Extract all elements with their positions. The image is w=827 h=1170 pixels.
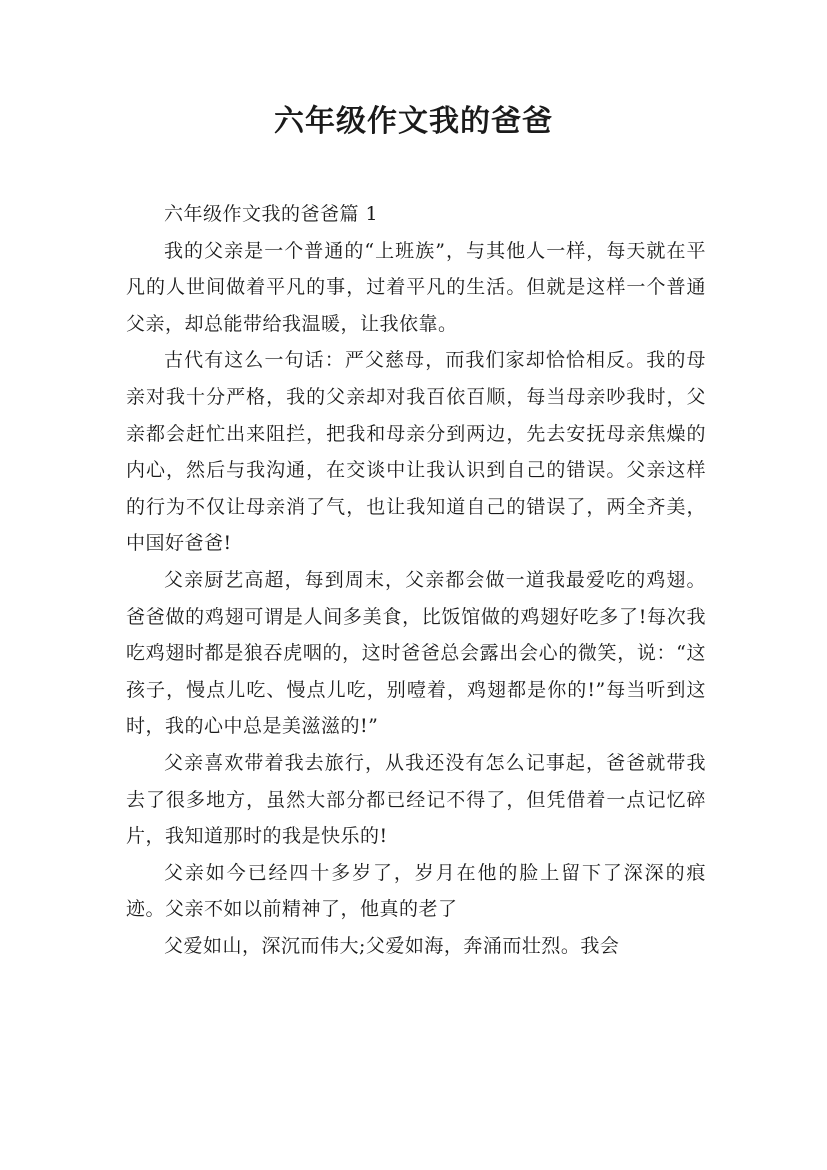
section-heading: 六年级作文我的爸爸篇 1 [164, 203, 379, 225]
paragraph: 父亲喜欢带着我去旅行，从我还没有怎么记事起，爸爸就带我去了很多地方，虽然大部分都已经记不得了，但凭借着一点记忆碎片，我知道那时的我是快乐的! [126, 751, 706, 848]
paragraph: 古代有这么一句话：严父慈母，而我们家却恰恰相反。我的母亲对我十分严格，我的父亲却对我百依百顺，每当母亲吵我时，父亲都会赶忙出来阻拦，把我和母亲分到两边，先去安抚母亲焦燥的内心，然后与我沟通，在交谈中让我认识到自己的错误。父亲这样的行为不仅让母亲消了气，也让我知道自己的错误了，两全齐美，中国好爸爸! [126, 349, 706, 555]
document-body [126, 196, 706, 964]
paragraph: 父亲厨艺高超，每到周末，父亲都会做一道我最爱吃的鸡翅。爸爸做的鸡翅可谓是人间多美食，比饭馆做的鸡翅好吃多了!每次我吃鸡翅时都是狼吞虎咽的，这时爸爸总会露出会心的微笑，说：“这孩子，慢点儿吃、慢点儿吃，别噎着，鸡翅都是你的!”每当听到这时，我的心中总是美滋滋的!” [126, 568, 706, 738]
paragraph: 父亲如今已经四十多岁了，岁月在他的脸上留下了深深的痕迹。父亲不如以前精神了，他真的老了 [126, 861, 706, 921]
document-title: 六年级作文我的爸爸 [274, 104, 553, 139]
paragraph: 我的父亲是一个普通的“上班族”，与其他人一样，每天就在平凡的人世间做着平凡的事，过着平凡的生活。但就是这样一个普通父亲，却总能带给我温暖，让我依靠。 [126, 239, 706, 335]
paragraph: 父爱如山，深沉而伟大;父爱如海，奔涌而壮烈。我会 [164, 934, 620, 957]
